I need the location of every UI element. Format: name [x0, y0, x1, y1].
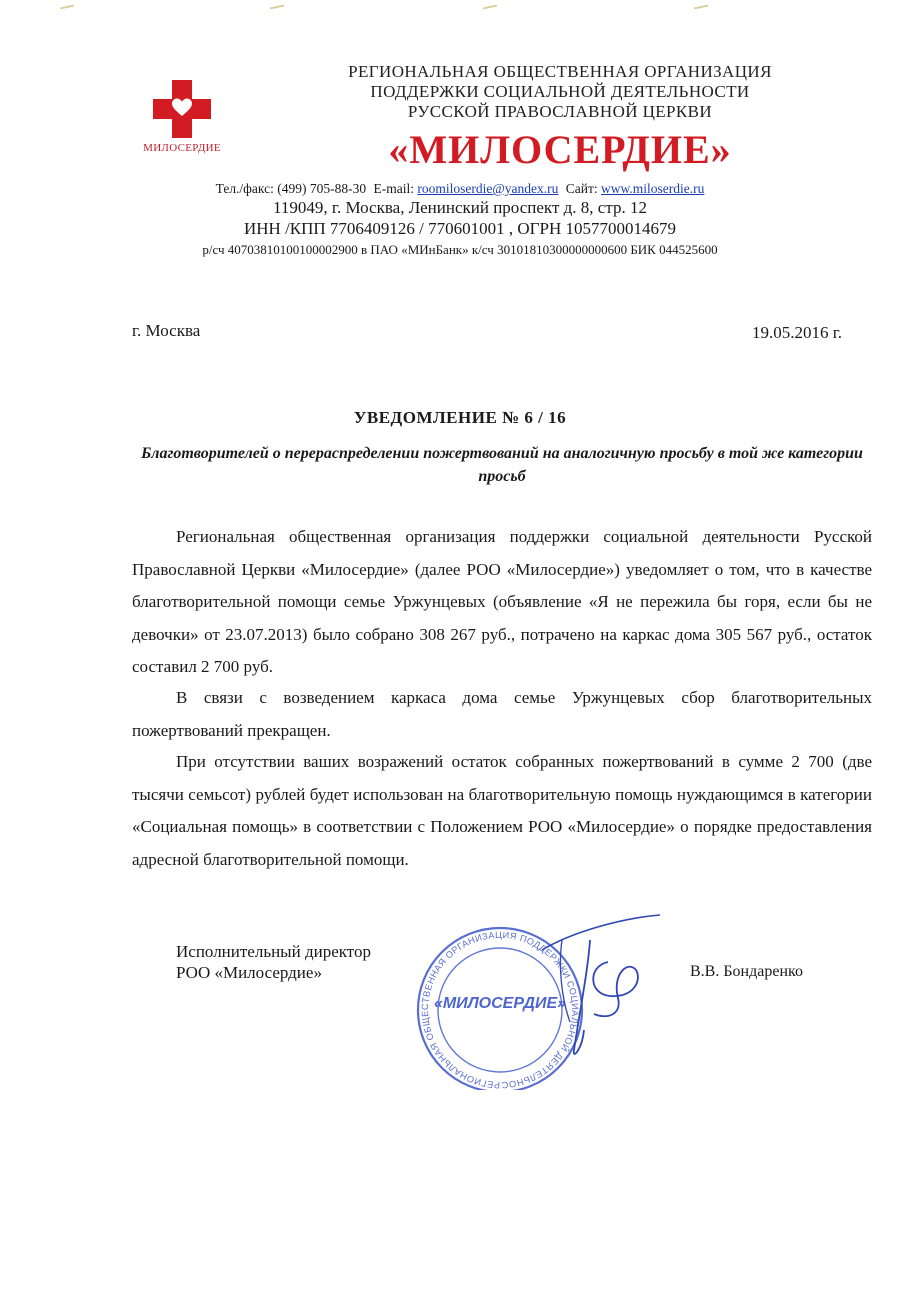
signatory-name: В.В. Бондаренко: [690, 963, 803, 980]
org-brand-name: «МИЛОСЕРДИЕ»: [388, 127, 732, 172]
stamp-seal-icon: [412, 910, 662, 1090]
site-link[interactable]: www.miloserdie.ru: [601, 181, 705, 196]
stamp-ring-text: РЕГИОНАЛЬНАЯ ОБЩЕСТВЕННАЯ ОРГАНИЗАЦИЯ ПОДДЕРЖКИ СОЦИАЛЬНОЙ ДЕЯТЕЛЬНОС: [419, 929, 581, 1090]
organization-logo: [132, 80, 232, 154]
org-name-line-3: РУССКОЙ ПРАВОСЛАВНОЙ ЦЕРКВИ: [407, 102, 713, 121]
logo-text: МИЛОСЕРДИЕ: [143, 142, 221, 154]
document-date: 19.05.2016 г.: [751, 323, 842, 342]
address-line: 119049, г. Москва, Ленинский проспект д. 8, стр. 12: [273, 198, 647, 217]
org-name-line-2: ПОДДЕРЖКИ СОЦИАЛЬНОЙ ДЕЯТЕЛЬНОСТИ: [370, 82, 750, 101]
signatory-role-line-1: Исполнительный директор: [176, 942, 371, 961]
body-paragraph: В связи с возведением каркаса дома семье Уржунцевых сбор благотворительных пожертвований прекращен.: [132, 688, 872, 740]
signatory-role-line-2: РОО «Милосердие»: [176, 963, 322, 982]
organization-stamp: [412, 910, 662, 1095]
red-cross-heart-icon: [153, 80, 211, 138]
scan-mark: [694, 5, 708, 10]
phone-label: Тел./факс:: [215, 181, 274, 196]
scan-mark: [60, 5, 74, 10]
email-label: E-mail:: [373, 181, 414, 196]
body-paragraph: Региональная общественная организация поддержки социальной деятельности Русской Православной Церкви «Милосердие» (далее РОО «Милосердие») уведомляет о том, что в качестве благотворительной помощи семье Уржунцевых (объявление «Я не пережила бы горя, если бы не девочки» от 23.07.2013) было собрано 308 267 руб., потрачено на каркас дома 305 567 руб., остаток составил 2 700 руб.: [132, 527, 872, 676]
organization-header: [300, 62, 820, 173]
phone-number: (499) 705-88-30: [277, 181, 367, 196]
inn-line: ИНН /КПП 7706409126 / 770601001 , ОГРН 1057700014679: [243, 219, 676, 238]
site-label: Сайт:: [565, 181, 598, 196]
place: г. Москва: [132, 321, 201, 340]
signatory-role: [176, 941, 371, 983]
document-title: УВЕДОМЛЕНИЕ № 6 / 16: [353, 408, 567, 427]
org-name-line-1: РЕГИОНАЛЬНАЯ ОБЩЕСТВЕННАЯ ОРГАНИЗАЦИЯ: [348, 62, 772, 81]
scan-mark: [483, 5, 497, 10]
body-paragraph: При отсутствии ваших возражений остаток собранных пожертвований в сумме 2 700 (две тысячи семьсот) рублей будет использован на благотворительную помощь нуждающимся в категории «Социальная помощь» в соответствии с Положением РОО «Милосердие» о порядке предоставления адресной благотворительной помощи.: [132, 752, 872, 869]
contact-line: [0, 181, 920, 197]
email-link[interactable]: roomiloserdie@yandex.ru: [417, 181, 559, 196]
bank-details-line: р/сч 40703810100100002900 в ПАО «МИнБанк» к/сч 30101810300000000600 БИК 044525600: [202, 242, 718, 257]
stamp-center-text: «МИЛОСЕРДИЕ»: [433, 995, 567, 1012]
document-subtitle: Благотворителей о перераспределении пожертвований на аналогичную просьбу в той же категории просьб: [141, 445, 863, 485]
scan-mark: [270, 5, 284, 10]
